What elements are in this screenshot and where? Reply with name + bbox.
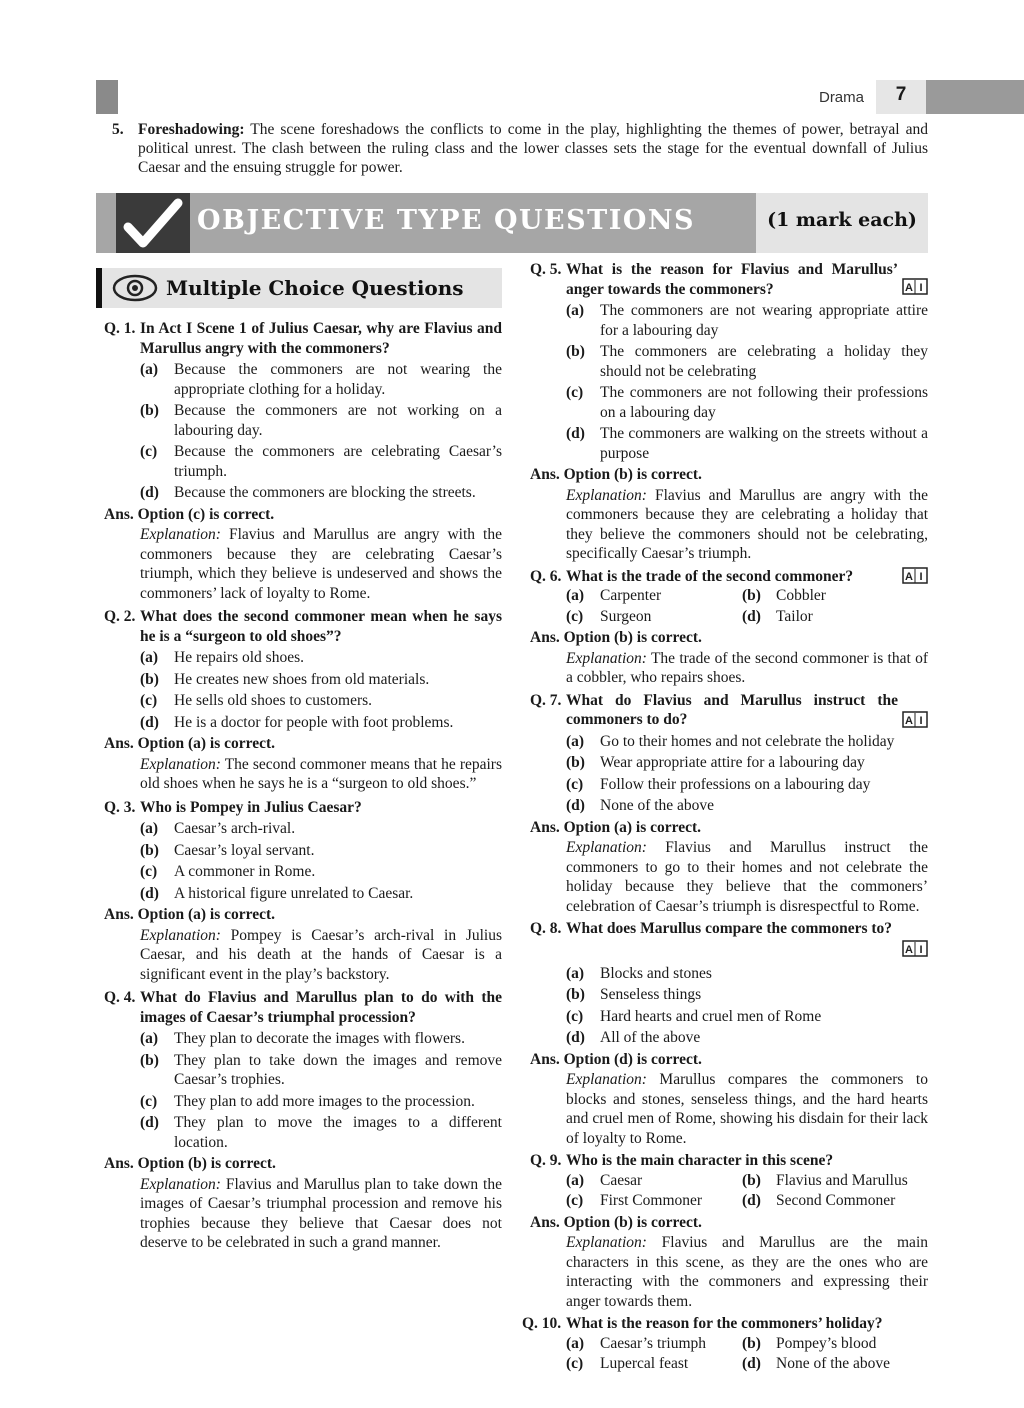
question-7	[530, 691, 928, 730]
option	[566, 586, 742, 606]
banner-marks: (1 mark each)	[767, 209, 917, 231]
question-text: What is the reason for Flavius and Marullus’ anger towards the commoners?	[566, 261, 898, 298]
explanation-text: Pompey is Caesar’s arch-rival in Julius Caesar, and his death at the hands of Caesar is a significant event in the play’s backstory.	[140, 926, 502, 983]
option	[104, 442, 502, 481]
explanation-text: The trade of the second commoner is that of a cobbler, who repairs shoes.	[566, 649, 928, 686]
svg-text:A: A	[905, 943, 913, 956]
explanation-text: Flavius and Marullus are angry with the commoners because they are celebrating a holiday that they believe the commoners should not be celebrating, specifically Caesar’s triumph.	[566, 486, 928, 562]
explanation-label: Explanation:	[140, 926, 221, 944]
option-label: (d)	[140, 484, 159, 501]
option-text: All of the above	[600, 1029, 701, 1046]
explanation-text: Flavius and Marullus plan to take down the images of Caesar’s triumphal procession and remove his trophies because they believe that Caesar does not deserve to be celebrated in such a grand manner.	[140, 1175, 502, 1251]
option-label: (d)	[140, 1114, 159, 1131]
option	[104, 360, 502, 399]
option-label: (a)	[140, 361, 159, 378]
ai-badge-icon	[902, 940, 928, 958]
option	[530, 301, 928, 340]
explanation-label: Explanation:	[140, 1175, 221, 1193]
question-text: What does the second commoner mean when he says he is a “surgeon to old shoes”?	[140, 608, 502, 645]
question-number: Q. 1.	[104, 320, 136, 337]
explanation	[530, 649, 928, 688]
question-number: Q. 8.	[530, 920, 562, 937]
option	[104, 862, 502, 882]
option-text: Because the commoners are blocking the streets.	[174, 484, 476, 501]
question-2	[104, 607, 502, 646]
option-text: They plan to add more images to the procession.	[174, 1092, 475, 1110]
running-head-section: Drama	[818, 89, 864, 106]
option-text: Caesar’s arch-rival.	[174, 820, 296, 837]
option	[104, 713, 502, 733]
option-text: Carpenter	[600, 587, 662, 604]
option-label: (b)	[742, 1334, 761, 1352]
question-5	[530, 260, 928, 299]
option-text: Because the commoners are celebrating Caesar’s triumph.	[174, 443, 502, 480]
option-label: (c)	[566, 607, 584, 625]
question-text: What do Flavius and Marullus plan to do with the images of Caesar’s triumphal procession?	[140, 989, 502, 1026]
explanation-text: Marullus compares the commoners to blocks and stones, senseless things, and the hard hearts and cruel men of Rome, showing his disdain for their lack of loyalty to Rome.	[566, 1071, 928, 1147]
option-text: Follow their professions on a labouring day	[600, 775, 871, 793]
option-text: They plan to take down the images and remove Caesar’s trophies.	[174, 1051, 502, 1088]
option	[742, 1191, 928, 1211]
option-label: (b)	[140, 670, 159, 688]
option-label: (a)	[566, 1171, 585, 1189]
option	[742, 586, 928, 606]
explanation-text: Flavius and Marullus instruct the commoners to go to their homes and not celebrate the holiday because they believe that the commoners’ celebration of Caesar’s triumph is disrespectful to Rome.	[566, 839, 928, 915]
svg-text:A: A	[905, 570, 913, 583]
option-text: Pompey’s blood	[776, 1334, 877, 1352]
option	[530, 1007, 928, 1027]
question-8	[530, 919, 928, 939]
explanation	[530, 1233, 928, 1311]
question-number: Q. 2.	[104, 608, 136, 625]
intro-text: The scene foreshadows the conflicts to come in the play, highlighting the themes of power, betrayal and political unrest. The clash between the ruling class and the lower classes sets the stage for the eventual downfall of Julius Caesar and the ensuing struggle for power.	[138, 121, 928, 176]
option-label: (b)	[140, 402, 159, 419]
options-grid	[530, 1334, 928, 1374]
explanation-label: Explanation:	[566, 649, 647, 667]
question-number: Q. 9.	[530, 1152, 562, 1169]
option-label: (a)	[566, 587, 585, 604]
option-label: (c)	[566, 1192, 584, 1209]
option-label: (a)	[140, 1030, 159, 1047]
question-number: Q. 3.	[104, 798, 136, 816]
intro-term: Foreshadowing:	[138, 121, 245, 138]
svg-text:I: I	[919, 570, 923, 583]
option-text: First Commoner	[600, 1192, 703, 1209]
right-column	[522, 257, 928, 1374]
option-text: Senseless things	[600, 986, 702, 1003]
question-1	[104, 319, 502, 358]
option-text: Because the commoners are not working on a labouring day.	[174, 402, 502, 439]
question-4	[104, 988, 502, 1027]
option	[104, 884, 502, 904]
explanation-label: Explanation:	[566, 1071, 647, 1088]
answer: Ans. Option (b) is correct.	[530, 1213, 702, 1231]
explanation-text: The second commoner means that he repairs old shoes when he says he is a “surgeon to old shoes.”	[140, 755, 502, 792]
option-text: They plan to move the images to a different location.	[174, 1114, 502, 1151]
answer: Ans. Option (b) is correct.	[530, 466, 702, 483]
ai-badge-row	[530, 940, 928, 962]
svg-text:I: I	[919, 714, 923, 727]
option-text: They plan to decorate the images with flowers.	[174, 1030, 465, 1047]
option	[530, 985, 928, 1005]
option-label: (b)	[140, 1051, 159, 1069]
option-text: He sells old shoes to customers.	[174, 692, 373, 709]
intro-number: 5.	[112, 121, 124, 138]
question-number: Q. 5.	[530, 261, 562, 278]
option-text: Caesar’s triumph	[600, 1334, 707, 1352]
option	[104, 1092, 502, 1112]
explanation-text: Flavius and Marullus are angry with the commoners because they are celebrating Caesar’s triumph, which they believe is undeserved and shows the commoners’ lack of loyalty to Rome.	[140, 526, 502, 602]
option-text: Surgeon	[600, 607, 652, 625]
banner-title: OBJECTIVE TYPE QUESTIONS	[197, 205, 696, 236]
option-label: (c)	[140, 443, 158, 460]
explanation	[104, 926, 502, 985]
option	[530, 775, 928, 795]
option-label: (a)	[140, 820, 159, 837]
question-number: Q. 10.	[522, 1315, 562, 1332]
question-text: What is the trade of the second commoner?	[566, 567, 854, 585]
option	[530, 796, 928, 816]
question-text: What do Flavius and Marullus instruct the commoners to do?	[566, 691, 898, 728]
answer: Ans. Option (b) is correct.	[104, 1155, 276, 1172]
option-label: (d)	[566, 1029, 585, 1046]
question-number: Q. 7.	[530, 691, 562, 709]
option	[104, 483, 502, 503]
explanation	[530, 838, 928, 916]
option-label: (a)	[566, 964, 585, 982]
option-label: (a)	[566, 732, 585, 750]
option	[104, 819, 502, 839]
question-text: In Act I Scene 1 of Julius Caesar, why are Flavius and Marullus angry with the commoners?	[140, 320, 502, 357]
page-number: 7	[895, 84, 907, 105]
explanation	[104, 1175, 502, 1253]
answer: Ans. Option (a) is correct.	[530, 818, 702, 836]
question-text: Who is the main character in this scene?	[566, 1152, 834, 1169]
checkmark-icon	[116, 193, 190, 253]
left-column	[104, 316, 502, 1253]
intro-paragraph	[112, 120, 928, 177]
question-10	[522, 1314, 928, 1334]
explanation	[104, 755, 502, 794]
option	[104, 691, 502, 711]
explanation-label: Explanation:	[566, 486, 647, 504]
option-text: He is a doctor for people with foot problems.	[174, 713, 454, 731]
svg-text:I: I	[919, 282, 923, 294]
option	[530, 732, 928, 752]
option-label: (b)	[742, 587, 761, 604]
option-label: (c)	[140, 863, 158, 880]
explanation	[104, 525, 502, 603]
option-text: Blocks and stones	[600, 964, 712, 982]
mcq-heading: Multiple Choice Questions	[166, 276, 464, 300]
option	[530, 1028, 928, 1048]
option	[104, 648, 502, 668]
svg-text:A: A	[905, 714, 913, 727]
explanation-label: Explanation:	[566, 839, 647, 856]
option-text: He repairs old shoes.	[174, 649, 304, 666]
ai-badge-icon	[902, 278, 928, 296]
option-label: (d)	[566, 797, 585, 814]
option-label: (c)	[566, 1355, 584, 1372]
answer: Ans. Option (d) is correct.	[530, 1050, 702, 1068]
answer: Ans. Option (b) is correct.	[530, 629, 702, 646]
option-label: (a)	[566, 302, 585, 319]
option	[742, 1354, 928, 1374]
answer: Ans. Option (a) is correct.	[104, 906, 276, 923]
option-text: The commoners are celebrating a holiday they should not be celebrating	[600, 343, 928, 380]
option	[566, 1171, 742, 1191]
option-label: (b)	[566, 754, 585, 771]
option-label: (d)	[742, 1355, 761, 1372]
eye-icon	[110, 272, 160, 304]
option-text: Lupercal feast	[600, 1355, 689, 1372]
option-text: The commoners are not wearing appropriate attire for a labouring day	[600, 302, 928, 339]
option	[104, 1051, 502, 1090]
ai-badge-icon	[902, 567, 928, 585]
svg-text:I: I	[919, 943, 923, 956]
option-label: (c)	[566, 775, 584, 793]
option-label: (c)	[566, 384, 584, 401]
option-text: Second Commoner	[776, 1192, 896, 1209]
option-label: (a)	[140, 649, 159, 666]
question-text: Who is Pompey in Julius Caesar?	[140, 798, 362, 816]
options-grid	[530, 1171, 928, 1211]
header-left-bar	[96, 80, 118, 114]
option-label: (b)	[140, 841, 159, 859]
explanation-label: Explanation:	[566, 1234, 647, 1251]
explanation-label: Explanation:	[140, 526, 221, 543]
question-text: What is the reason for the commoners’ holiday?	[566, 1315, 883, 1332]
explanation-text: Flavius and Marullus are the main characters in this scene, as they are the ones who are interacting with the commoners and expressing their anger towards them.	[566, 1234, 928, 1310]
option-label: (c)	[566, 1007, 584, 1025]
header-right-bar	[926, 80, 1024, 114]
option-label: (d)	[742, 607, 761, 625]
option	[742, 1334, 928, 1354]
option-text: He creates new shoes from old materials.	[174, 670, 430, 688]
option-label: (d)	[140, 713, 159, 731]
option	[530, 383, 928, 422]
option	[742, 607, 928, 627]
options-grid	[530, 586, 928, 626]
option	[566, 1354, 742, 1374]
question-6	[530, 567, 928, 587]
option	[104, 841, 502, 861]
explanation	[530, 486, 928, 564]
option-text: Caesar’s loyal servant.	[174, 841, 315, 859]
option	[104, 1029, 502, 1049]
option-label: (d)	[742, 1192, 761, 1209]
option-text: The commoners are walking on the streets without a purpose	[600, 425, 928, 462]
option-text: Go to their homes and not celebrate the holiday	[600, 732, 895, 750]
option	[566, 607, 742, 627]
option-text: Flavius and Marullus	[776, 1171, 908, 1189]
option-label: (b)	[566, 986, 585, 1003]
option	[104, 1113, 502, 1152]
option-text: None of the above	[600, 797, 715, 814]
option	[530, 342, 928, 381]
explanation-label: Explanation:	[140, 755, 221, 773]
option-text: Tailor	[776, 607, 813, 625]
option	[566, 1191, 742, 1211]
option-text: Hard hearts and cruel men of Rome	[600, 1007, 822, 1025]
option	[104, 401, 502, 440]
question-text: What does Marullus compare the commoners to?	[566, 920, 893, 937]
question-9	[530, 1151, 928, 1171]
option-text: Cobbler	[776, 587, 826, 604]
option	[530, 424, 928, 463]
explanation	[530, 1070, 928, 1148]
option-text: None of the above	[776, 1355, 891, 1372]
option-label: (b)	[566, 343, 585, 360]
question-3	[104, 798, 502, 818]
option	[566, 1334, 742, 1354]
answer: Ans. Option (a) is correct.	[104, 735, 276, 752]
question-number: Q. 4.	[104, 989, 136, 1006]
option	[530, 964, 928, 984]
option-label: (a)	[566, 1334, 585, 1352]
question-number: Q. 6.	[530, 567, 562, 585]
option-label: (c)	[140, 1092, 158, 1110]
option-label: (d)	[566, 425, 585, 442]
option-text: A historical figure unrelated to Caesar.	[174, 884, 414, 902]
option-text: Caesar	[600, 1171, 643, 1189]
option-text: Wear appropriate attire for a labouring day	[600, 754, 865, 771]
option-label: (d)	[140, 884, 159, 902]
option-text: The commoners are not following their professions on a labouring day	[600, 384, 928, 421]
answer: Ans. Option (c) is correct.	[104, 505, 275, 523]
option-text: A commoner in Rome.	[174, 863, 316, 880]
option	[104, 670, 502, 690]
option	[530, 753, 928, 773]
ai-badge-icon	[902, 711, 928, 729]
svg-text:A: A	[905, 282, 913, 294]
option-label: (b)	[742, 1171, 761, 1189]
option-label: (c)	[140, 692, 158, 709]
option	[742, 1171, 928, 1191]
option-text: Because the commoners are not wearing the appropriate clothing for a holiday.	[174, 361, 502, 398]
